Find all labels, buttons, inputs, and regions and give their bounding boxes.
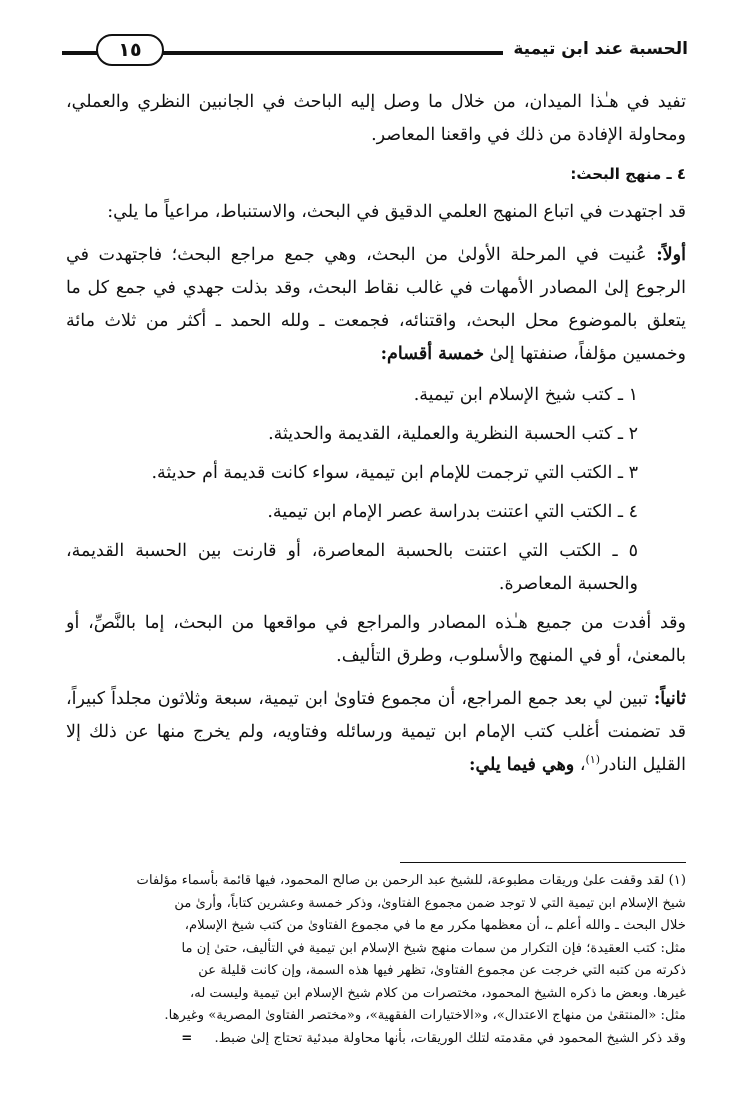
list-item <box>66 496 686 529</box>
running-title: الحسبة عند ابن تيمية <box>503 34 688 64</box>
list-item-text: كتب شيخ الإسلام ابن تيمية. <box>413 385 613 405</box>
first-point-label: أولاً: <box>656 245 686 265</box>
list-item <box>66 418 686 451</box>
footnote-line: غيرها. وبعض ما ذكره الشيخ المحمود، مختصرات من كلام شيخ الإسلام ابن تيمية وليست له، <box>190 985 686 1001</box>
list-item-number: ٣ ـ <box>617 463 638 483</box>
first-point-paragraph <box>66 239 686 371</box>
footnote-line-text: وقد ذكر الشيخ المحمود في مقدمته لتلك الوريقات، بأنها محاولة مبدئية تحتاج إلىٰ ضبط. <box>214 1030 686 1046</box>
footnote-reference[interactable]: (١) <box>585 753 600 767</box>
list-item-text: الكتب التي اعتنت بدراسة عصر الإمام ابن تيمية. <box>267 502 613 522</box>
footnotes <box>66 870 686 1050</box>
list-item-number: ١ ـ <box>617 385 638 405</box>
list-item-number: ٢ ـ <box>617 424 638 444</box>
list-item-number: ٥ ـ <box>612 541 638 561</box>
footnote-line: مثل: «المنتقىٰ من منهاج الاعتدال»، و«الاختيارات الفقهية»، و«مختصر الفتاوىٰ المصرية» وغيرها. <box>164 1008 686 1023</box>
list-item-number: ٤ ـ <box>617 502 638 522</box>
footnote-line: ذكرته من كتبه التي خرجت عن مجموع الفتاوىٰ، تظهر فيها هذه السمة، وإن كانت قليلة عن <box>198 963 686 978</box>
list-item-text: الكتب التي ترجمت للإمام ابن تيمية، سواء كانت قديمة أم حديثة. <box>151 463 613 483</box>
footnote-last-line <box>66 1028 686 1051</box>
second-point-paragraph: ثانياً: تبين لي بعد جمع المراجع، أن مجموع فتاوىٰ ابن تيمية، سبعة وثلاثون مجلداً كبيراً، قد تضمنت أغلب كتب الإمام ابن تيمية ورسائله وفتاويه، ولم يخرج منها عن ذلك إلا القليل النادر$^{(١)}$، وهي فيما يلي: <box>66 689 686 775</box>
footnote-separator <box>400 862 686 863</box>
second-point-label: ثانياً: <box>653 689 686 709</box>
first-point-text: عُنيت في المرحلة الأولىٰ من البحث، وهي جمع مراجع البحث؛ فاجتهدت في الرجوع إلىٰ المصادر الأمهات في غالب نقاط البحث، وقد بذلت جهدي في جمع كل ما يتعلق بالموضوع محل البحث، واقتنائه، فجمعت ـ ولله الحمد ـ أكثر من ثلاث مائة وخمسين مؤلفاً، صنفتها إلىٰ <box>66 245 686 364</box>
intro-paragraph: تفيد في هـٰذا الميدان، من خلال ما وصل إليه الباحث في الجانبين النظري والعملي، ومحاولة الإفادة من ذلك في واقعنا المعاصر. <box>66 92 686 145</box>
list-item <box>66 379 686 412</box>
continuation-mark: = <box>181 1030 193 1046</box>
footnote-line: خلال البحث ـ والله أعلم ـ، أن معظمها مكرر مع ما في مجموع الفتاوىٰ من كتب شيخ الإسلام، <box>184 918 686 933</box>
footnote-line: مثل: كتب العقيدة؛ فإن التكرار من سمات منهج شيخ الإسلام ابن تيمية في التأليف، حتىٰ إن ما <box>181 940 686 956</box>
list-item <box>66 457 686 490</box>
section-heading: ٤ ـ منهج البحث: <box>570 165 686 183</box>
list-item <box>66 535 686 601</box>
first-point-bold: خمسة أقسام: <box>380 344 485 364</box>
page-number: ١٥ <box>96 34 164 66</box>
method-paragraph: قد اجتهدت في اتباع المنهج العلمي الدقيق في البحث، والاستنباط، مراعياً ما يلي: <box>107 202 686 222</box>
footnote-line: (١) لقد وقفت علىٰ وريقات مطبوعة، للشيخ عبد الرحمن بن صالح المحمود، فيها قائمة بأسماء مؤلفات <box>136 873 686 888</box>
list-item-text: كتب الحسبة النظرية والعملية، القديمة والحديثة. <box>268 424 613 444</box>
second-point-text: تبين لي بعد جمع المراجع، أن مجموع فتاوىٰ ابن تيمية، سبعة وثلاثون مجلداً كبيراً، قد تضمنت أغلب كتب الإمام ابن تيمية ورسائله وفتاويه، ولم يخرج منها عن ذلك إلا القليل النادر <box>66 689 686 775</box>
benefit-paragraph: وقد أفدت من جميع هـٰذه المصادر والمراجع في مواقعها من البحث، إما بالنَّصِّ، أو بالمعنىٰ، أو في المنهج والأسلوب، وطرق التأليف. <box>66 613 686 666</box>
second-point-bold: وهي فيما يلي: <box>469 755 575 775</box>
footnote-line: شيخ الإسلام ابن تيمية التي لا توجد ضمن مجموع الفتاوىٰ، وذكر خمسة وعشرين كتاباً، وأرىٰ من <box>174 895 686 911</box>
sources-list <box>66 379 686 601</box>
main-text <box>66 86 686 792</box>
page-header <box>62 34 688 64</box>
list-item-text: الكتب التي اعتنت بالحسبة المعاصرة، أو قارنت بين الحسبة القديمة، والحسبة المعاصرة. <box>66 541 638 594</box>
